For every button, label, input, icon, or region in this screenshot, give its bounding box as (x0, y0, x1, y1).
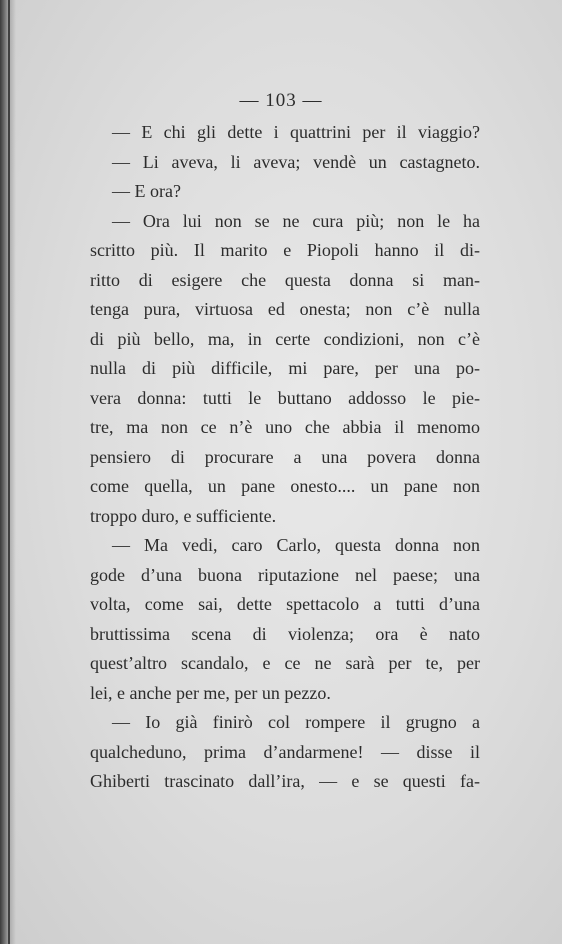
text-line: nulla di più difficile, mi pare, per una po- (90, 358, 480, 378)
text-line: scritto più. Il marito e Piopoli hanno il di- (90, 240, 480, 260)
text-line: bruttissima scena di violenza; ora è nato (90, 623, 480, 644)
text-line: — Li aveva, li aveva; vendè un castagneto. (112, 151, 480, 172)
text-line: ritto di esigere che questa donna si man- (90, 269, 480, 290)
text-line: — E chi gli dette i quattrini per il viaggio? (112, 122, 480, 142)
text-line: Ghiberti trascinato dall’ira, — e se questi fa- (90, 771, 480, 791)
text-line: quest’altro scandalo, e ce ne sarà per te, per (90, 653, 480, 673)
text-line: volta, come sai, dette spettacolo a tutti d’una (90, 594, 480, 614)
text-line: — Io già finirò col rompere il grugno a (112, 712, 480, 732)
text-line: troppo duro, e sufficiente. (90, 505, 277, 526)
body-text (90, 118, 480, 797)
page-number: — 103 — (239, 90, 323, 111)
text-line: pensiero di procurare a una povera donna (90, 446, 480, 467)
text-line: vera donna: tutti le buttano addosso le pie- (90, 387, 480, 408)
text-line: tre, ma non ce n’è uno che abbia il menomo (90, 417, 480, 437)
text-line: tenga pura, virtuosa ed onesta; non c’è nulla (90, 299, 480, 319)
text-line: — Ma vedi, caro Carlo, questa donna non (112, 535, 480, 555)
text-line: — Ora lui non se ne cura più; non le ha (112, 210, 480, 231)
text-line: lei, e anche per me, per un pezzo. (90, 682, 331, 703)
text-line: qualcheduno, prima d’andarmene! — disse il (90, 741, 480, 762)
text-line: gode d’una buona riputazione nel paese; una (90, 564, 480, 585)
page-binding-line (8, 0, 10, 944)
text-line: di più bello, ma, in certe condizioni, non c’è (90, 328, 480, 349)
text-line: — E ora? (112, 181, 181, 201)
text-line: come quella, un pane onesto.... un pane non (90, 476, 480, 496)
